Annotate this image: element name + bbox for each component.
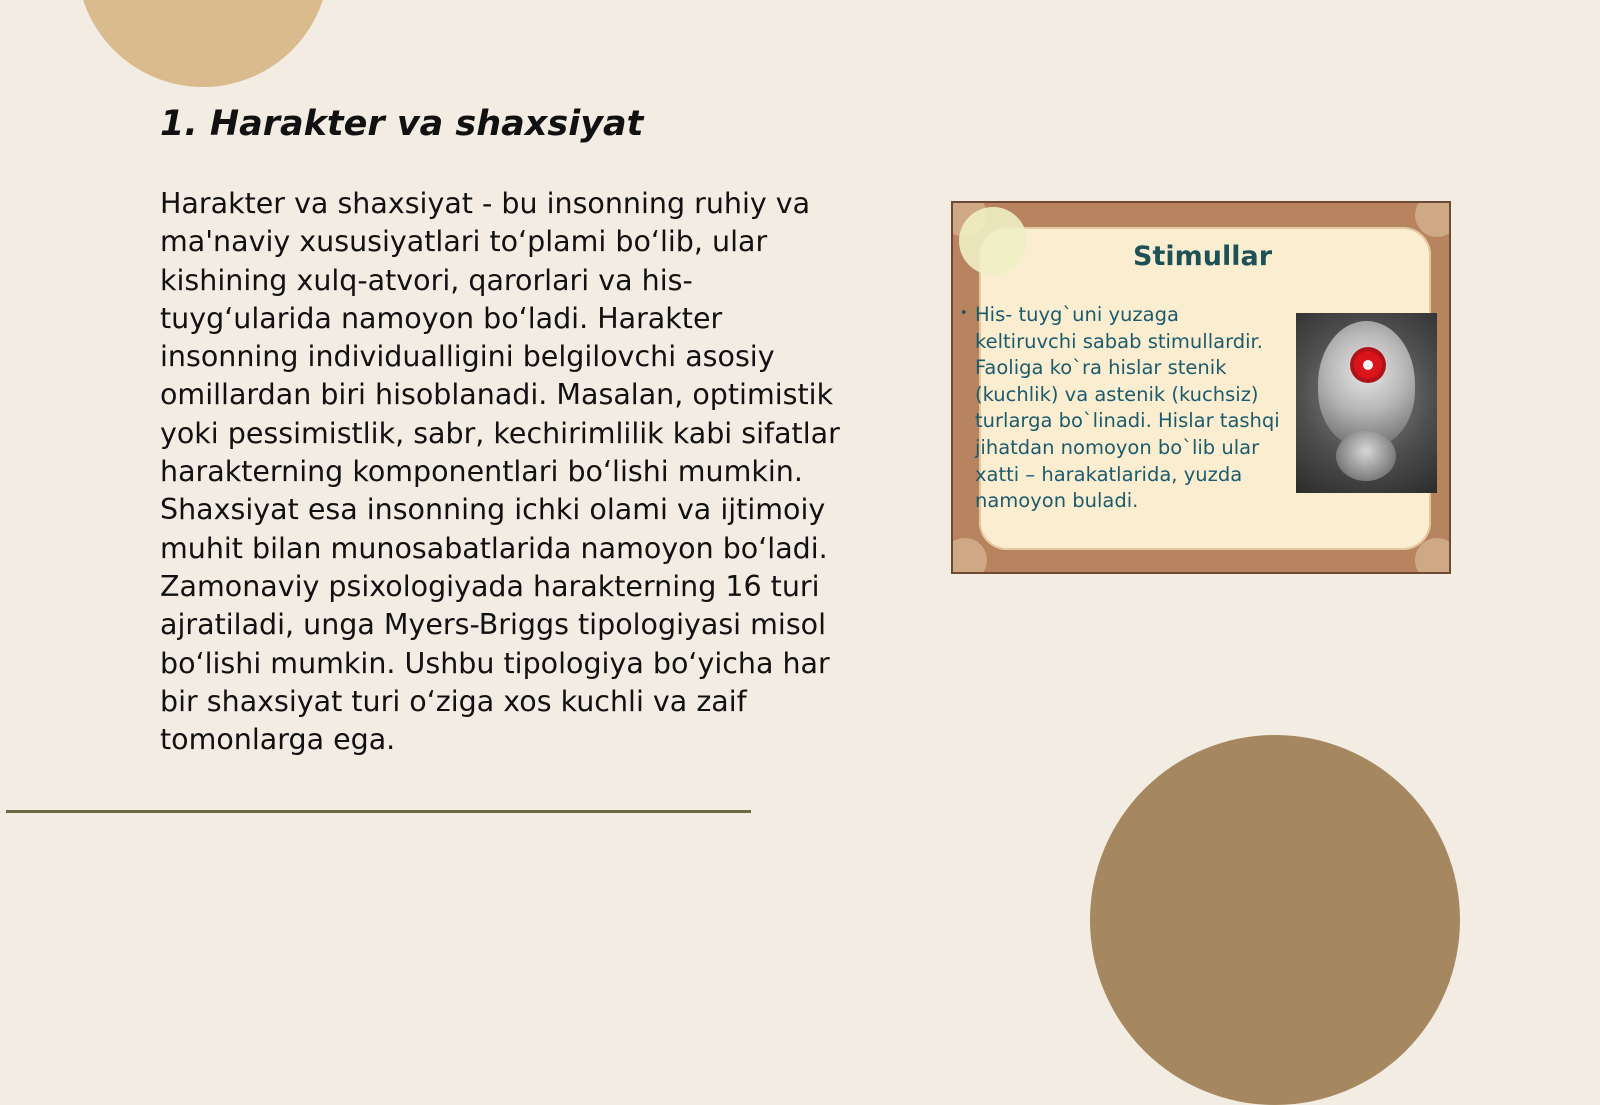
decorative-circle-bottom bbox=[1090, 735, 1460, 1105]
slide-text: His- tuyg`uni yuzaga keltiruvchi sabab stimullardir. Faoliga ko`ra hislar stenik (kuchlik) va astenik (kuchsiz) turlarga bo`linadi. Hislar tashqi jihatdan nomoyon bo`lib ular xatti – harakatlarida, yuzda namoyon buladi. bbox=[975, 303, 1280, 513]
body-paragraph: Harakter va shaxsiyat - bu insonning ruhiy va ma'naviy xususiyatlari to‘plami bo‘lib, ular kishining xulq-atvori, qarorlari va his-tuyg‘ularida namoyon bo‘ladi. Harakter insonning individualligini belgilovchi asosiy omillardan biri hisoblanadi. Masalan, optimistik yoki pessimistlik, sabr, kechirimlilik kabi sifatlar harakterning komponentlari bo‘lishi mumkin. Shaxsiyat esa insonning ichki olami va ijtimoiy muhit bilan munosabatlarida namoyon bo‘ladi. Zamonaviy psixologiyada harakterning 16 turi ajratiladi, unga Myers-Briggs tipologiyasi misol bo‘lishi mumkin. Ushbu tipologiya bo‘yicha har bir shaxsiyat turi o‘ziga xos kuchli va zaif tomonlarga ega. bbox=[160, 187, 840, 757]
face-shape bbox=[1336, 431, 1396, 481]
corner-ornament bbox=[1415, 201, 1451, 237]
slide-title: Stimullar bbox=[1133, 241, 1273, 272]
bullet-icon: • bbox=[960, 306, 968, 321]
gear-icon bbox=[1354, 351, 1382, 379]
divider-line bbox=[6, 810, 751, 813]
decorative-bubble bbox=[959, 207, 1027, 275]
decorative-circle-top bbox=[77, 0, 329, 87]
corner-ornament bbox=[951, 538, 987, 574]
head-illustration bbox=[1296, 313, 1437, 493]
head-shape bbox=[1318, 321, 1415, 447]
slide-image bbox=[951, 201, 1451, 574]
page-title: 1. Harakter va shaxsiyat bbox=[160, 104, 644, 144]
